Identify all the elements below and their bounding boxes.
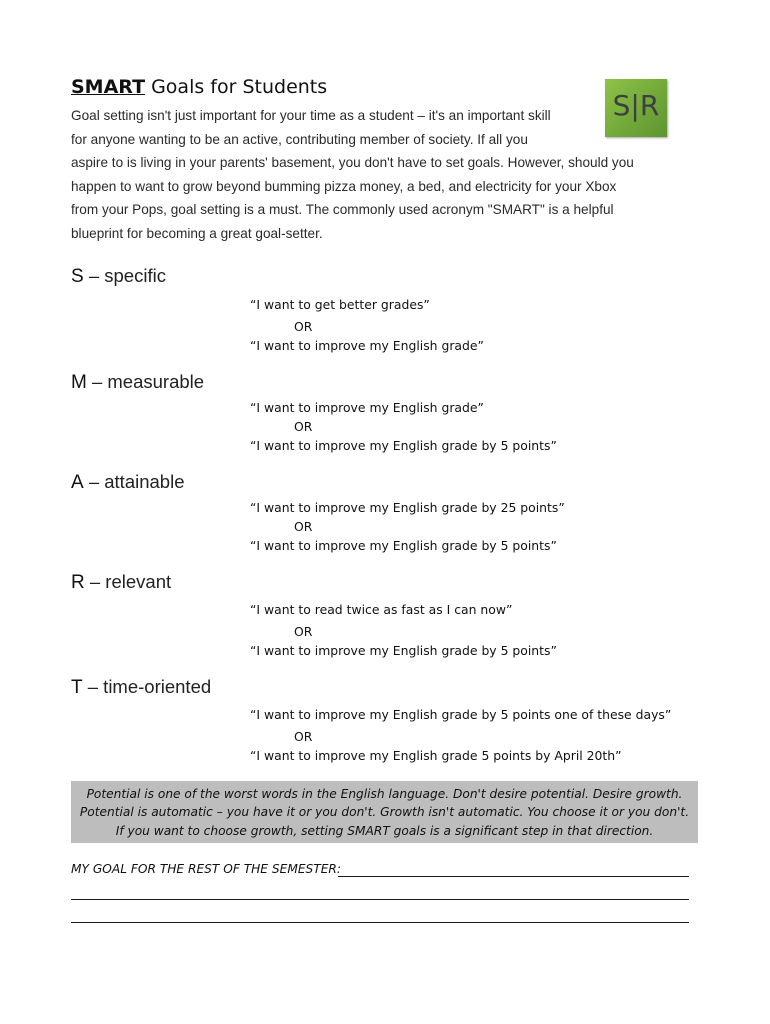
heading-letter: A xyxy=(71,472,84,493)
example-strong: “I want to improve my English grade 5 points by April 20th” xyxy=(250,748,622,763)
heading-word: – measurable xyxy=(86,371,205,392)
example-or: OR xyxy=(294,729,313,744)
intro-paragraph xyxy=(71,104,686,245)
intro-line: from your Pops, goal setting is a must. The commonly used acronym "SMART" is a helpful xyxy=(71,202,614,217)
heading-letter: R xyxy=(71,572,85,593)
goal-answer-line[interactable] xyxy=(338,876,689,877)
intro-line: for anyone wanting to be an active, contributing member of society. If all you xyxy=(71,131,528,147)
heading-word: – specific xyxy=(83,265,166,286)
intro-line: aspire to is living in your parents' basement, you don't have to set goals. However, should you xyxy=(71,155,634,170)
quote-line: If you want to choose growth, setting SMART goals is a significant step in that direction. xyxy=(115,824,654,838)
heading-word: – attainable xyxy=(83,471,185,492)
example-or: OR xyxy=(294,519,313,534)
quote-box xyxy=(71,781,698,843)
example-or: OR xyxy=(294,319,313,334)
page-title xyxy=(71,76,327,98)
example-weak: “I want to improve my English grade by 25 points” xyxy=(250,500,565,515)
example-or: OR xyxy=(294,624,313,639)
heading-specific xyxy=(71,265,166,288)
intro-line: happen to want to grow beyond bumming pizza money, a bed, and electricity for your Xbox xyxy=(71,178,617,194)
example-strong: “I want to improve my English grade by 5 points” xyxy=(250,538,557,553)
example-weak: “I want to improve my English grade” xyxy=(250,400,484,415)
example-strong: “I want to improve my English grade” xyxy=(250,338,484,353)
example-strong: “I want to improve my English grade by 5 points” xyxy=(250,438,557,453)
quote-line: Potential is one of the worst words in the English language. Don't desire potential. Desire growth. xyxy=(86,787,683,801)
heading-time-oriented xyxy=(71,676,211,699)
quote-line: Potential is automatic – you have it or you don't. Growth isn't automatic. You choose it or you don't. xyxy=(79,805,690,819)
example-strong: “I want to improve my English grade by 5 points” xyxy=(250,643,557,658)
title-rest: Goals for Students xyxy=(145,76,328,98)
intro-line: Goal setting isn't just important for your time as a student – it's an important skill xyxy=(71,108,551,123)
heading-letter: T xyxy=(71,677,83,698)
heading-attainable xyxy=(71,471,185,494)
goal-label: MY GOAL FOR THE REST OF THE SEMESTER: xyxy=(71,862,341,876)
example-weak: “I want to get better grades” xyxy=(250,297,430,312)
logo-text: S|R xyxy=(612,89,660,122)
intro-line: blueprint for becoming a great goal-setter. xyxy=(71,225,323,241)
goal-answer-line[interactable] xyxy=(71,899,689,900)
example-weak: “I want to read twice as fast as I can now” xyxy=(250,602,513,617)
heading-measurable xyxy=(71,371,204,394)
goal-answer-line[interactable] xyxy=(71,922,689,923)
example-or: OR xyxy=(294,419,313,434)
heading-word: – time-oriented xyxy=(82,676,212,697)
heading-word: – relevant xyxy=(84,571,172,592)
title-bold: SMART xyxy=(71,76,146,98)
example-weak: “I want to improve my English grade by 5 points one of these days” xyxy=(250,707,672,722)
heading-letter: M xyxy=(71,372,87,393)
heading-letter: S xyxy=(71,266,84,287)
heading-relevant xyxy=(71,571,171,594)
